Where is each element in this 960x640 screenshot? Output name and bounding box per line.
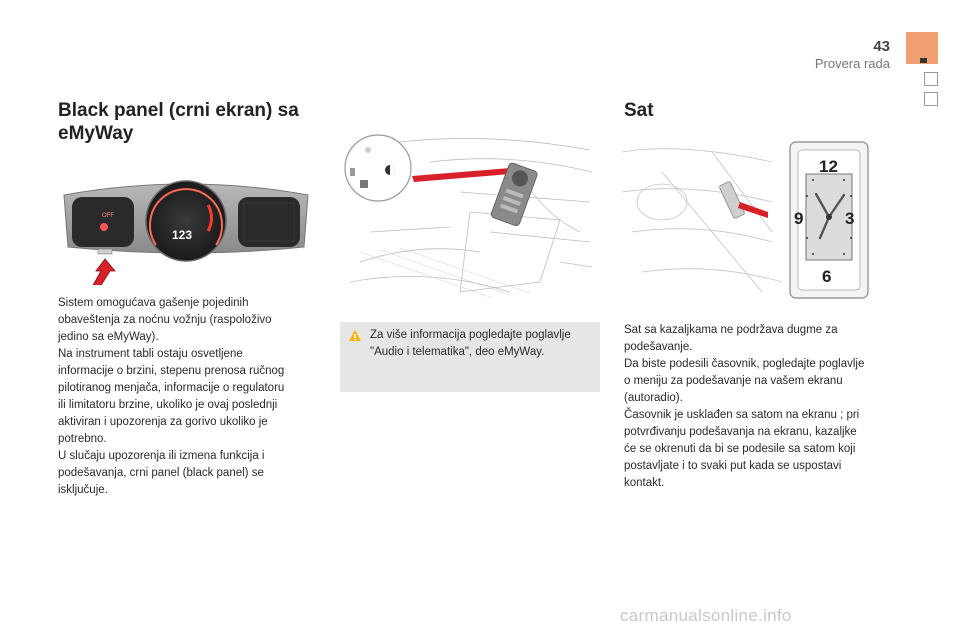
dashboard-clock-illustration [622, 132, 878, 307]
clock-numeral-12: 12 [819, 157, 838, 176]
chapter-tab-marker [920, 58, 927, 63]
clock-description: Sat sa kazaljkama ne podržava dugme za podešavanje. Da biste podesili časovnik, pogledajte poglavlje o meniju za podešavanje na vašem ekranu (autoradio). Časovnik je usklađen sa satom na ekranu ; pri potvrđivanju podešavanja na ekranu, kazaljke će se okrenuti da bi se podesile sa satom koji postavljate i to svaki put kada se uspostavi kontakt. [624, 324, 865, 489]
heading-line-1: Black panel (crni ekran) sa [58, 100, 299, 121]
clock-numeral-9: 9 [794, 209, 804, 228]
cluster-speed-readout: 123 [172, 228, 193, 242]
black-panel-heading [58, 100, 318, 146]
watermark: carmanualsonline.info [620, 606, 792, 625]
clock-numeral-3: 3 [845, 209, 855, 228]
center-console-illustration [340, 132, 596, 307]
heading-line-2: eMyWay [58, 122, 134, 144]
arrow-icon [92, 259, 115, 285]
info-icon [348, 329, 362, 343]
clock-heading: Sat [624, 100, 654, 121]
chapter-tab-outline-1[interactable] [924, 72, 938, 86]
page-number: 43 [873, 38, 890, 55]
black-panel-description: Sistem omogućava gašenje pojedinih obaveštenja za noćnu vožnju (raspoloživo jedino sa eMyWay). Na instrument tabli ostaju osvetljene informacije o brzini, stepenu prenosa ručnog pilotiranog menjača, informacije o regulatoru ili limitatoru brzine, ukoliko je ovaj poslednji aktiviran i upozorenja za gorivo ukoliko je potrebno. U slučaju upozorenja ili izmena funkcija i podešavanja, crni panel (black panel) se isključuje. [58, 297, 285, 496]
instrument-cluster-illustration [58, 175, 314, 285]
clock-numeral-6: 6 [822, 267, 832, 286]
section-title: Provera rada [814, 56, 890, 71]
svg-text:OFF: OFF [102, 213, 114, 219]
info-note-text: Za više informacija pogledajte poglavlje "Audio i telematika", deo eMyWay. [370, 329, 571, 358]
chapter-tab-outline-2[interactable] [924, 92, 938, 106]
